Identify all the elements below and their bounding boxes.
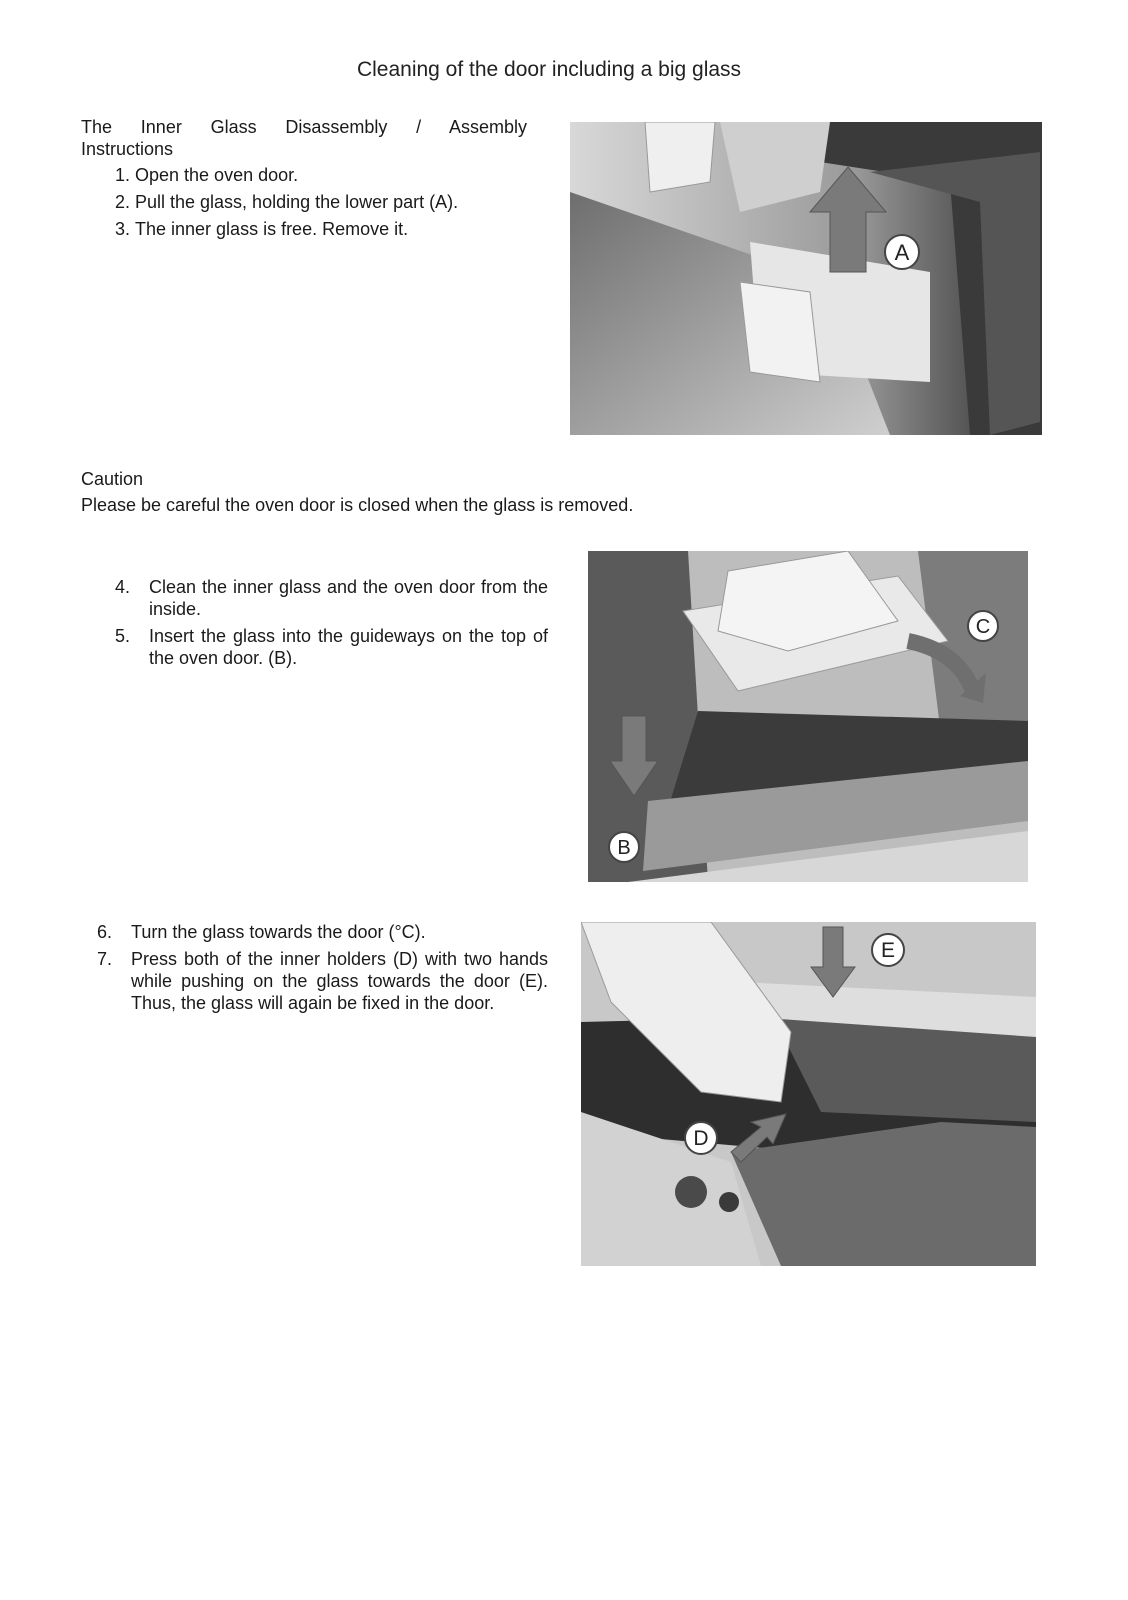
figure-pull-glass — [570, 122, 1042, 435]
list-item — [115, 625, 548, 669]
figure-fix-glass — [581, 922, 1036, 1266]
caution-heading: Caution — [81, 469, 144, 489]
step-text: Insert the glass into the guideways on the top of the oven door. (B). — [149, 626, 548, 668]
list-item — [115, 576, 548, 620]
step-number: 7. — [97, 949, 113, 969]
label-c: C — [975, 616, 991, 638]
list-item — [115, 164, 535, 186]
step-number: 1. — [115, 165, 131, 185]
step-text: Turn the glass towards the door (°C). — [131, 922, 426, 942]
step-text: Pull the glass, holding the lower part (A). — [135, 192, 459, 212]
assembly-steps-2 — [97, 921, 548, 1019]
step-number: 3. — [115, 219, 131, 239]
step-text: Open the oven door. — [135, 165, 299, 185]
list-item — [115, 191, 535, 213]
page-title: Cleaning of the door including a big glass — [356, 58, 742, 81]
section-heading-line-2: Instructions — [81, 139, 174, 159]
assembly-steps-1 — [115, 576, 548, 674]
section-heading-line-1: The Inner Glass Disassembly / Assembly — [81, 117, 527, 137]
figure-insert-glass — [588, 551, 1028, 882]
disassembly-steps — [115, 164, 535, 245]
label-d: D — [693, 1127, 709, 1150]
caution-text: Please be careful the oven door is closed when the glass is removed. — [81, 495, 634, 515]
label-e: E — [880, 939, 896, 962]
label-a: A — [894, 240, 910, 265]
step-text: Clean the inner glass and the oven door from the inside. — [149, 577, 548, 619]
list-item — [97, 921, 548, 943]
list-item — [97, 948, 548, 1014]
step-text: The inner glass is free. Remove it. — [135, 219, 409, 239]
step-number: 5. — [115, 626, 131, 646]
step-number: 4. — [115, 577, 131, 597]
step-text: Press both of the inner holders (D) with two hands while pushing on the glass towards the door (E). Thus, the glass will again be fixed in the door. — [131, 949, 548, 1013]
list-item — [115, 218, 535, 240]
step-number: 6. — [97, 922, 113, 942]
label-b: B — [617, 837, 631, 859]
section-heading — [81, 116, 527, 160]
step-number: 2. — [115, 192, 131, 212]
